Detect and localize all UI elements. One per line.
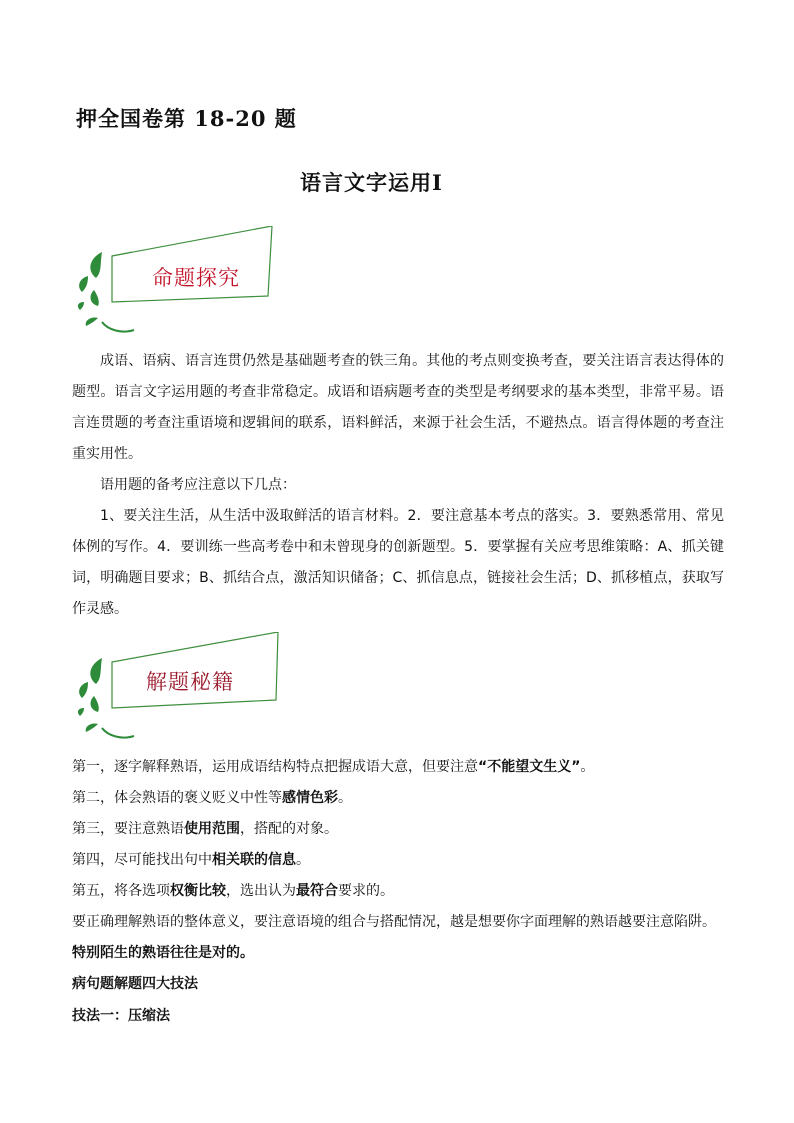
banner-label: 解题秘籍 [146, 670, 234, 694]
tip-line-2: 第二，体会熟语的褒义贬义中性等感情色彩。 [72, 790, 352, 806]
page-title: 语言文字运用Ⅰ [300, 170, 443, 195]
section-banner-secrets [72, 632, 292, 744]
subheading-methods: 病句题解题四大技法 [72, 976, 198, 992]
subheading-method-one: 技法一：压缩法 [72, 1008, 170, 1024]
tip-line-3: 第三，要注意熟语使用范围，搭配的对象。 [72, 821, 338, 837]
paragraph-intro: 成语、语病、语言连贯仍然是基础题考查的铁三角。其他的考点则变换考查，要关注语言表达得体的题型。语言文字运用题的考查非常稳定。成语和语病题考查的类型是考纲要求的基本类型，非常平易。语言连贯题的考查注重语境和逻辑间的联系，语料鲜活，来源于社会生活，不避热点。语言得体题的考查注重实用性。 [72, 353, 724, 462]
paragraph-list-intro: 语用题的备考应注意以下几点： [100, 477, 296, 493]
section-banner-exploration [72, 226, 292, 338]
tip-line-4: 第四，尽可能找出句中相关联的信息。 [72, 852, 310, 868]
paragraph-points: 1、要关注生活，从生活中汲取鲜活的语言材料。2．要注意基本考点的落实。3．要熟悉常用、常见体例的写作。4．要训练一些高考卷中和未曾现身的创新题型。5．要掌握有关应考思维策略：A、抓关键词，明确题目要求；B、抓结合点，激活知识储备；C、抓信息点，链接社会生活；D、抓移植点，获取写作灵感。 [72, 508, 724, 617]
bold-note: 特别陌生的熟语往往是对的。 [72, 945, 254, 961]
tip-line-6: 要正确理解熟语的整体意义，要注意语境的组合与搭配情况，越是想要你字面理解的熟语越要注意陷阱。 [72, 914, 716, 930]
tip-line-1: 第一，逐字解释熟语，运用成语结构特点把握成语大意，但要注意“不能望文生义”。 [72, 759, 595, 775]
top-heading: 押全国卷第 18-20 题 [76, 106, 297, 131]
tip-line-5: 第五，将各选项权衡比较，选出认为最符合要求的。 [72, 883, 394, 899]
banner-label: 命题探究 [152, 266, 240, 290]
